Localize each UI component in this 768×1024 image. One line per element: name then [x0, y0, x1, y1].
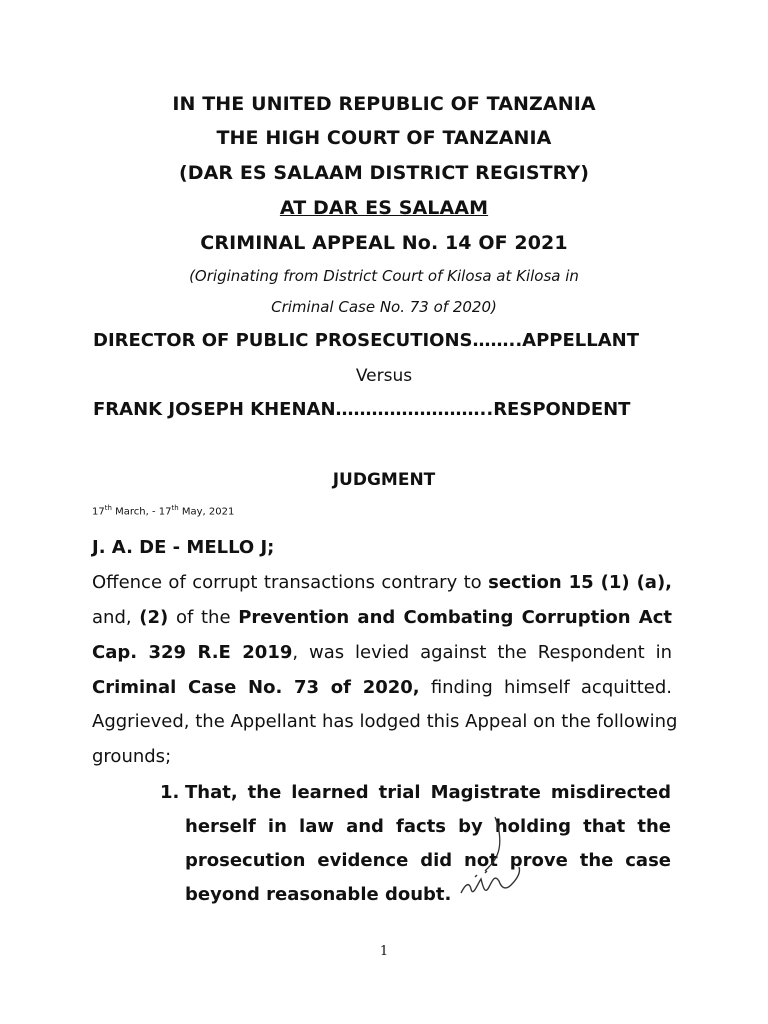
- appellant-line: DIRECTOR OF PUBLIC PROSECUTIONS……..APPELLANT: [93, 330, 639, 351]
- respondent-line: FRANK JOSEPH KHENAN……………………..RESPONDENT: [93, 399, 631, 420]
- body-line-5: Aggrieved, the Appellant has lodged this Appeal on the following: [92, 711, 678, 732]
- court-header-line-1: IN THE UNITED REPUBLIC OF TANZANIA: [172, 93, 596, 115]
- judgment-title: JUDGMENT: [332, 470, 436, 490]
- ground-line-1: That, the learned trial Magistrate misdirected: [185, 782, 671, 803]
- body-line-1: Offence of corrupt transactions contrary to section 15 (1) (a),: [92, 572, 673, 593]
- ground-number: 1.: [160, 782, 180, 803]
- court-header-line-2: THE HIGH COURT OF TANZANIA: [216, 127, 552, 149]
- initials-signature-icon: [455, 815, 535, 905]
- body-line-3: Cap. 329 R.E 2019, was levied against the Respondent in: [92, 642, 672, 663]
- court-header-line-4: AT DAR ES SALAAM: [279, 197, 489, 219]
- origin-line-1: (Originating from District Court of Kilosa at Kilosa in: [189, 267, 579, 285]
- judge-name: J. A. DE - MELLO J;: [92, 537, 275, 558]
- ground-line-3: prosecution evidence did not prove the case: [185, 850, 671, 871]
- body-line-6: grounds;: [92, 746, 172, 767]
- origin-line-2: Criminal Case No. 73 of 2020): [271, 298, 497, 316]
- versus-label: Versus: [355, 366, 413, 386]
- court-header-line-3: (DAR ES SALAAM DISTRICT REGISTRY): [178, 162, 590, 184]
- page-number: 1: [379, 944, 389, 959]
- body-line-2: and, (2) of the Prevention and Combating Corruption Act: [92, 607, 672, 628]
- body-line-4: Criminal Case No. 73 of 2020, finding himself acquitted.: [92, 677, 672, 698]
- ground-line-2: herself in law and facts by holding that the: [185, 816, 671, 837]
- case-title: CRIMINAL APPEAL No. 14 OF 2021: [200, 232, 568, 254]
- judgment-date: 17th March, - 17th May, 2021: [92, 504, 235, 518]
- ground-line-4: beyond reasonable doubt.: [185, 884, 452, 905]
